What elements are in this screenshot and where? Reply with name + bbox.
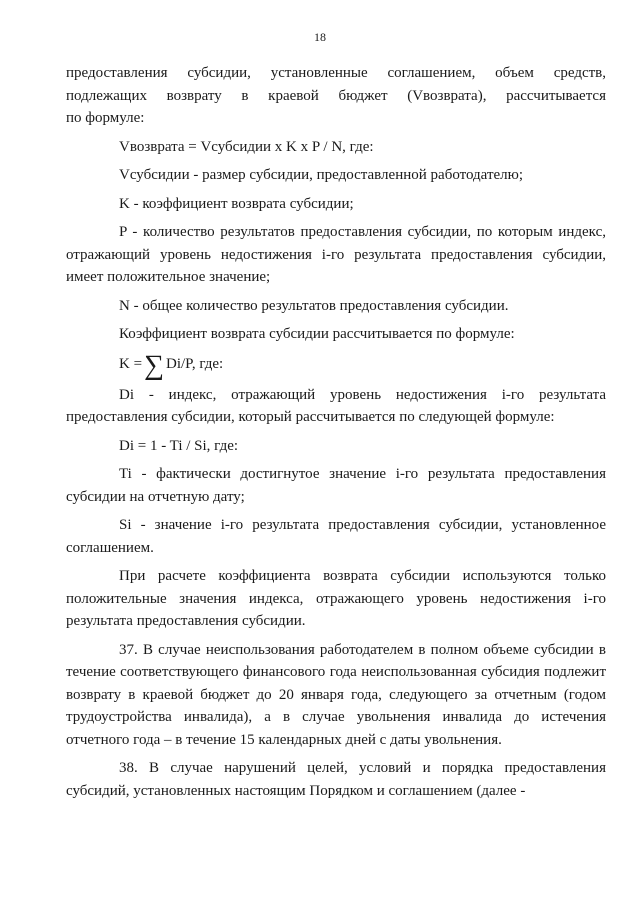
body-text <box>66 62 606 802</box>
page-number: 18 <box>314 30 326 44</box>
formula-di: Di = 1 - Ti / Si, где: <box>119 437 239 454</box>
paragraph-line: предоставления субсидии, установленные соглашением, объем средств, <box>66 65 606 81</box>
paragraph-line: подлежащих возврату в краевой бюджет (Vвозврата), рассчитывается <box>66 87 606 104</box>
formula-k <box>119 349 224 381</box>
definition-si: Si - значение i-го результата предоставления субсидии, установленное соглашением. <box>66 517 606 556</box>
sigma-symbol: ∑ <box>144 349 165 381</box>
formula-k-left: K = <box>119 356 143 373</box>
paragraph-line: по формуле: <box>66 110 145 126</box>
definition-n: N - общее количество результатов предоставления субсидии. <box>119 297 509 314</box>
formula-k-right: Di/P, где: <box>166 356 224 373</box>
definition-k: K - коэффициент возврата субсидии; <box>119 195 354 212</box>
clause-37: 37. В случае неиспользования работодателем в полном объеме субсидии в течение соответствующего финансового года неиспользованная субсидия подлежит возврату в краевой бюджет до 20 января года, следующего за отчетным (годом трудоустройства инвалида), а в случае увольнения инвалида до истечения отчетного года – в течение 15 календарных дней с даты увольнения. <box>66 641 606 748</box>
definition-ti: Ti - фактически достигнутое значение i-го результата предоставления субсидии на отчетную дату; <box>66 466 606 505</box>
clause-38: 38. В случае нарушений целей, условий и порядка предоставления субсидий, установленных настоящим Порядком и соглашением (далее - <box>66 760 606 799</box>
paragraph-continuation <box>66 62 606 130</box>
coefficient-intro: Коэффициент возврата субсидии рассчитывается по формуле: <box>119 326 515 342</box>
definition-p: P - количество результатов предоставления субсидии, по которым индекс, отражающий уровень недостижения i-го результата предоставления субсидии, имеет положительное значение; <box>66 224 606 285</box>
definition-di: Di - индекс, отражающий уровень недостижения i-го результата предоставления субсидии, который рассчитывается по следующей формуле: <box>66 386 606 425</box>
formula-vreturn: Vвозврата = Vсубсидии x K x P / N, где: <box>119 138 374 155</box>
coefficient-note: При расчете коэффициента возврата субсидии используются только положительные значения индекса, отражающего уровень недостижения i-го результата предоставления субсидии. <box>66 568 606 629</box>
definition-vsubsidy: Vсубсидии - размер субсидии, предоставленной работодателю; <box>119 167 524 183</box>
